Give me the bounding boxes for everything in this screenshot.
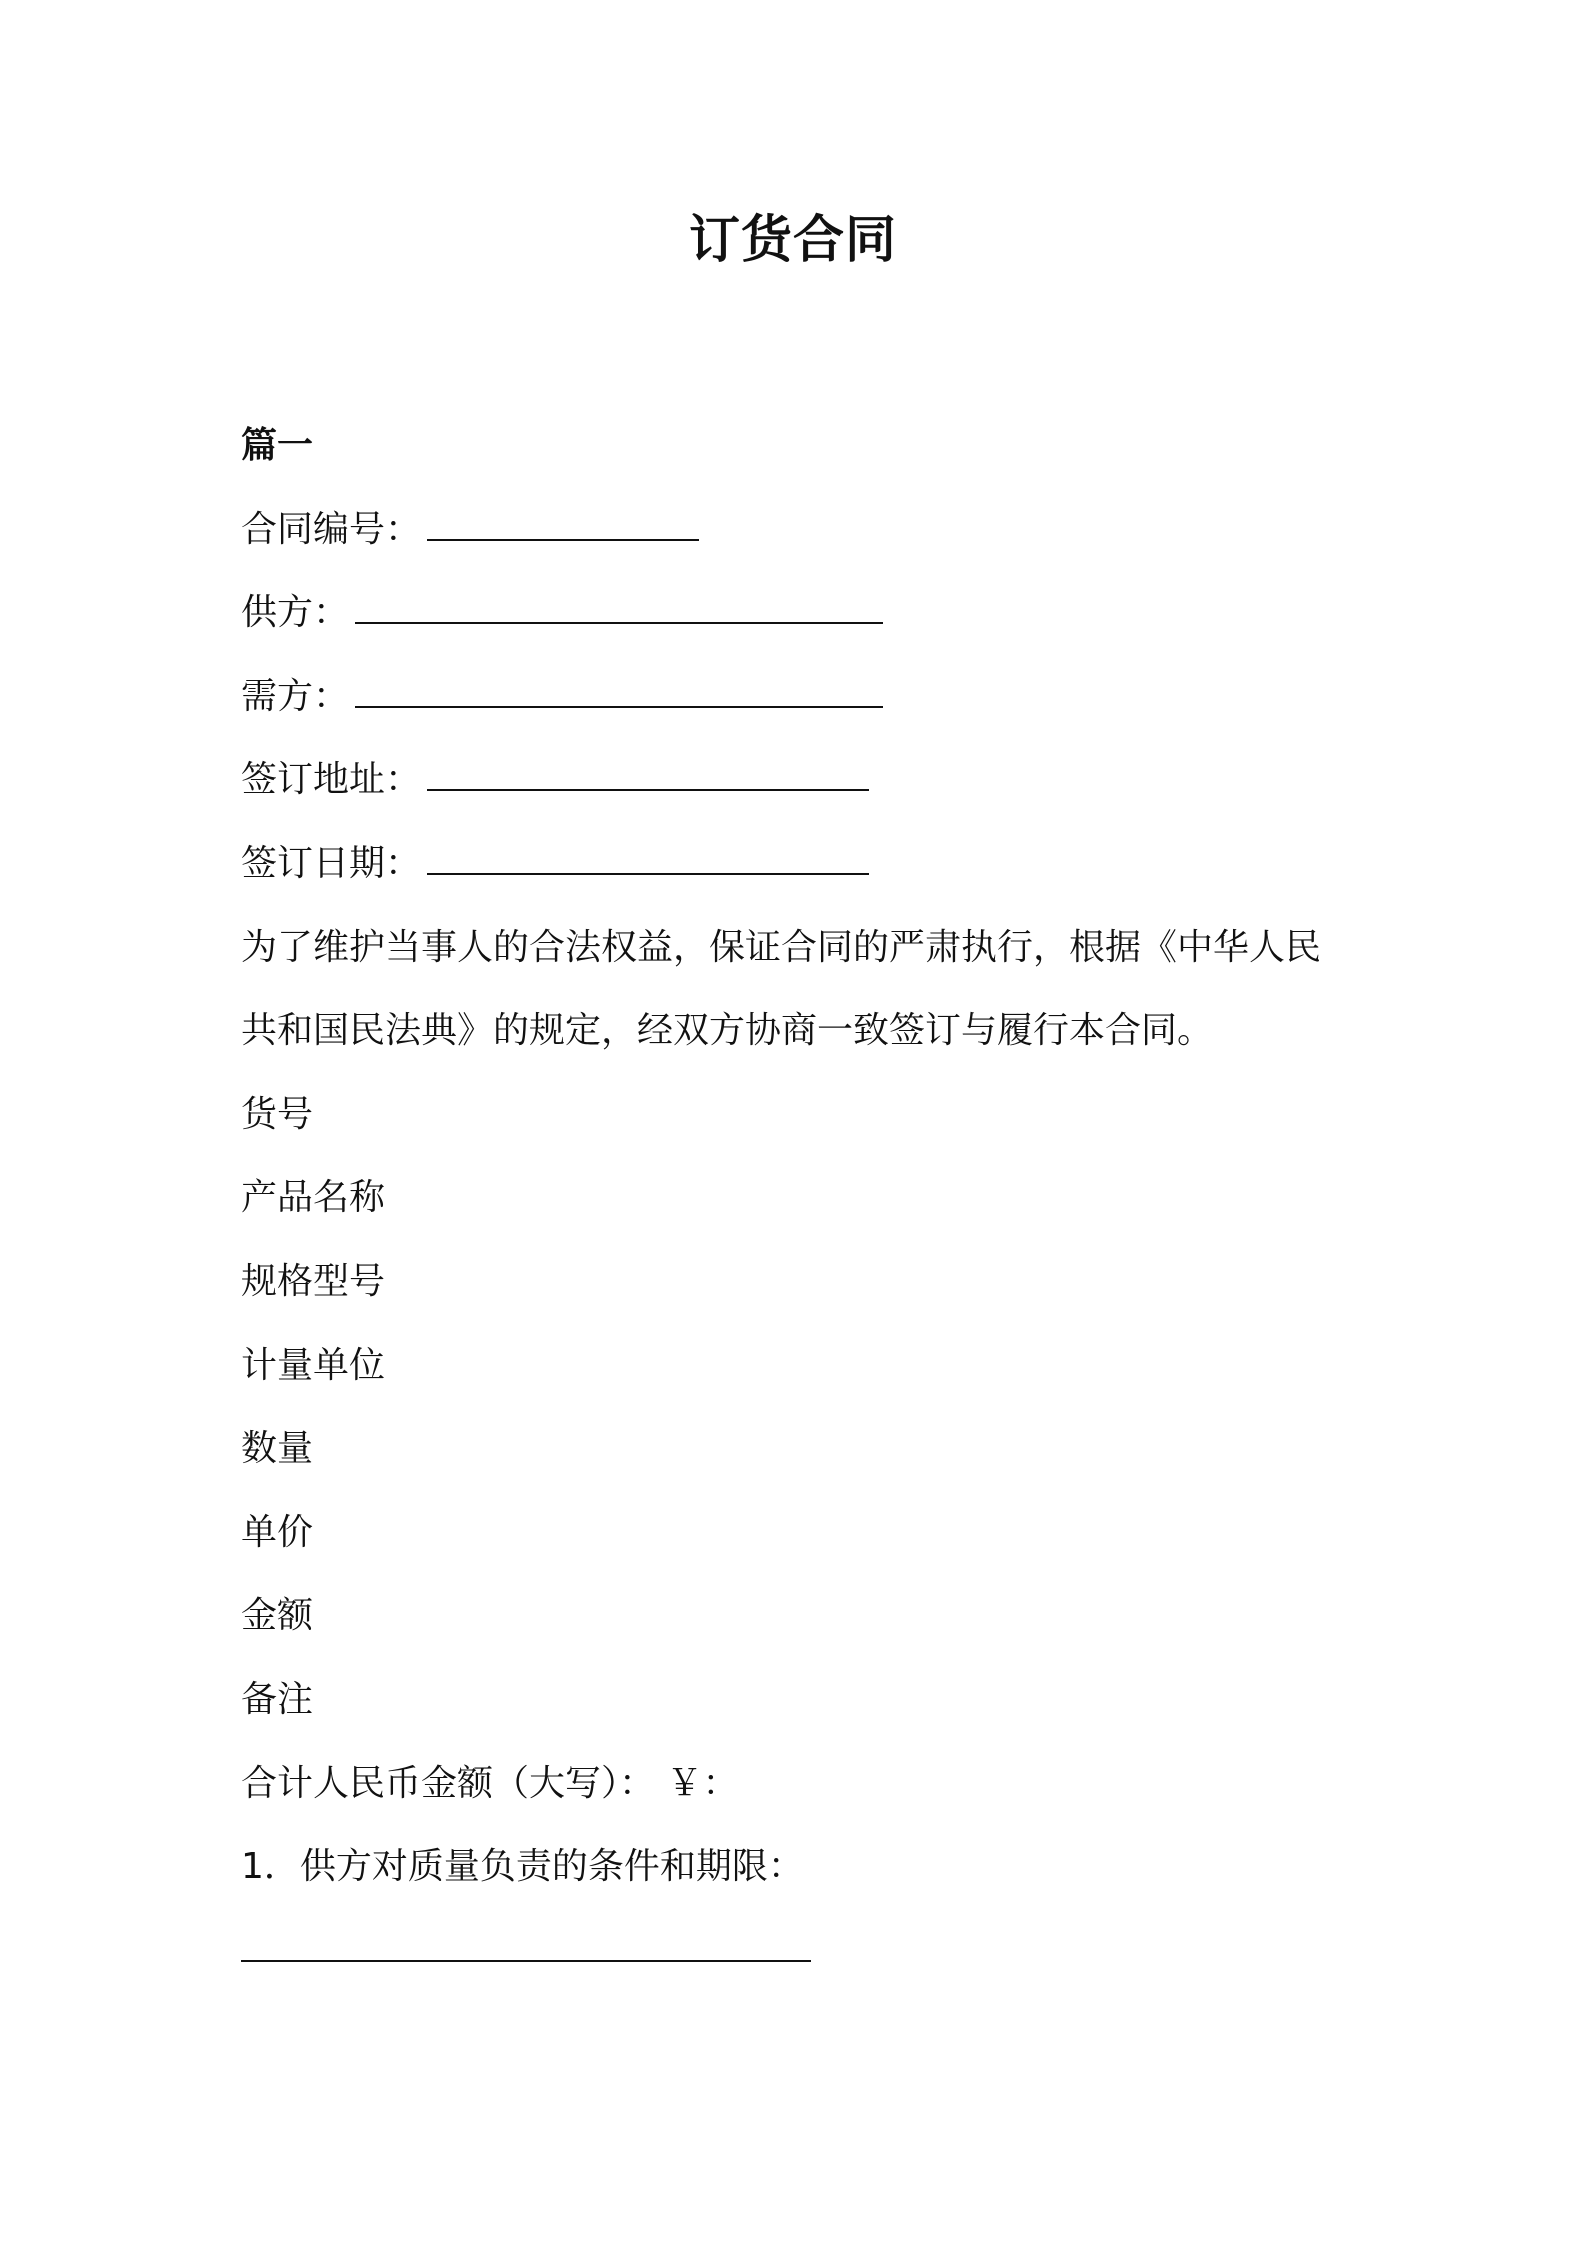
item-field-spec-model: 规格型号 — [241, 1260, 386, 1302]
item-field-unit: 计量单位 — [241, 1344, 386, 1386]
buyer-blank — [355, 680, 883, 708]
total-amount-line: 合计人民币金额（大写）： ￥： — [241, 1762, 739, 1804]
intro-paragraph-line-2: 共和国民法典》的规定，经双方协商一致签订与履行本合同。 — [241, 1010, 1214, 1052]
buyer-line — [241, 655, 1361, 739]
sign-place-line — [241, 738, 1361, 822]
item-field-amount: 金额 — [241, 1595, 314, 1637]
supplier-blank — [355, 596, 883, 624]
item-field-goods-no: 货号 — [241, 1093, 314, 1135]
clause-1: 1．供方对质量负责的条件和期限： — [241, 1846, 804, 1888]
contract-number-label: 合同编号： — [241, 508, 422, 550]
document-body — [241, 404, 1361, 1909]
document-title: 订货合同 — [688, 211, 897, 270]
sign-place-label: 签订地址： — [241, 759, 422, 801]
clause-1-blank — [241, 1960, 811, 1962]
sign-date-blank — [427, 847, 869, 875]
contract-number-blank — [427, 513, 699, 541]
supplier-line — [241, 571, 1361, 655]
sign-place-blank — [427, 763, 869, 791]
item-field-quantity: 数量 — [241, 1428, 314, 1470]
contract-number-line — [241, 488, 1361, 572]
item-field-remarks: 备注 — [241, 1678, 314, 1720]
section-heading: 篇一 — [241, 425, 314, 466]
sign-date-label: 签订日期： — [241, 842, 422, 884]
supplier-label: 供方： — [241, 592, 350, 634]
sign-date-line — [241, 822, 1361, 906]
item-field-product-name: 产品名称 — [241, 1177, 386, 1219]
intro-paragraph-line-1: 为了维护当事人的合法权益，保证合同的严肃执行，根据《中华人民 — [241, 926, 1322, 968]
item-field-unit-price: 单价 — [241, 1511, 314, 1553]
buyer-label: 需方： — [241, 675, 350, 717]
